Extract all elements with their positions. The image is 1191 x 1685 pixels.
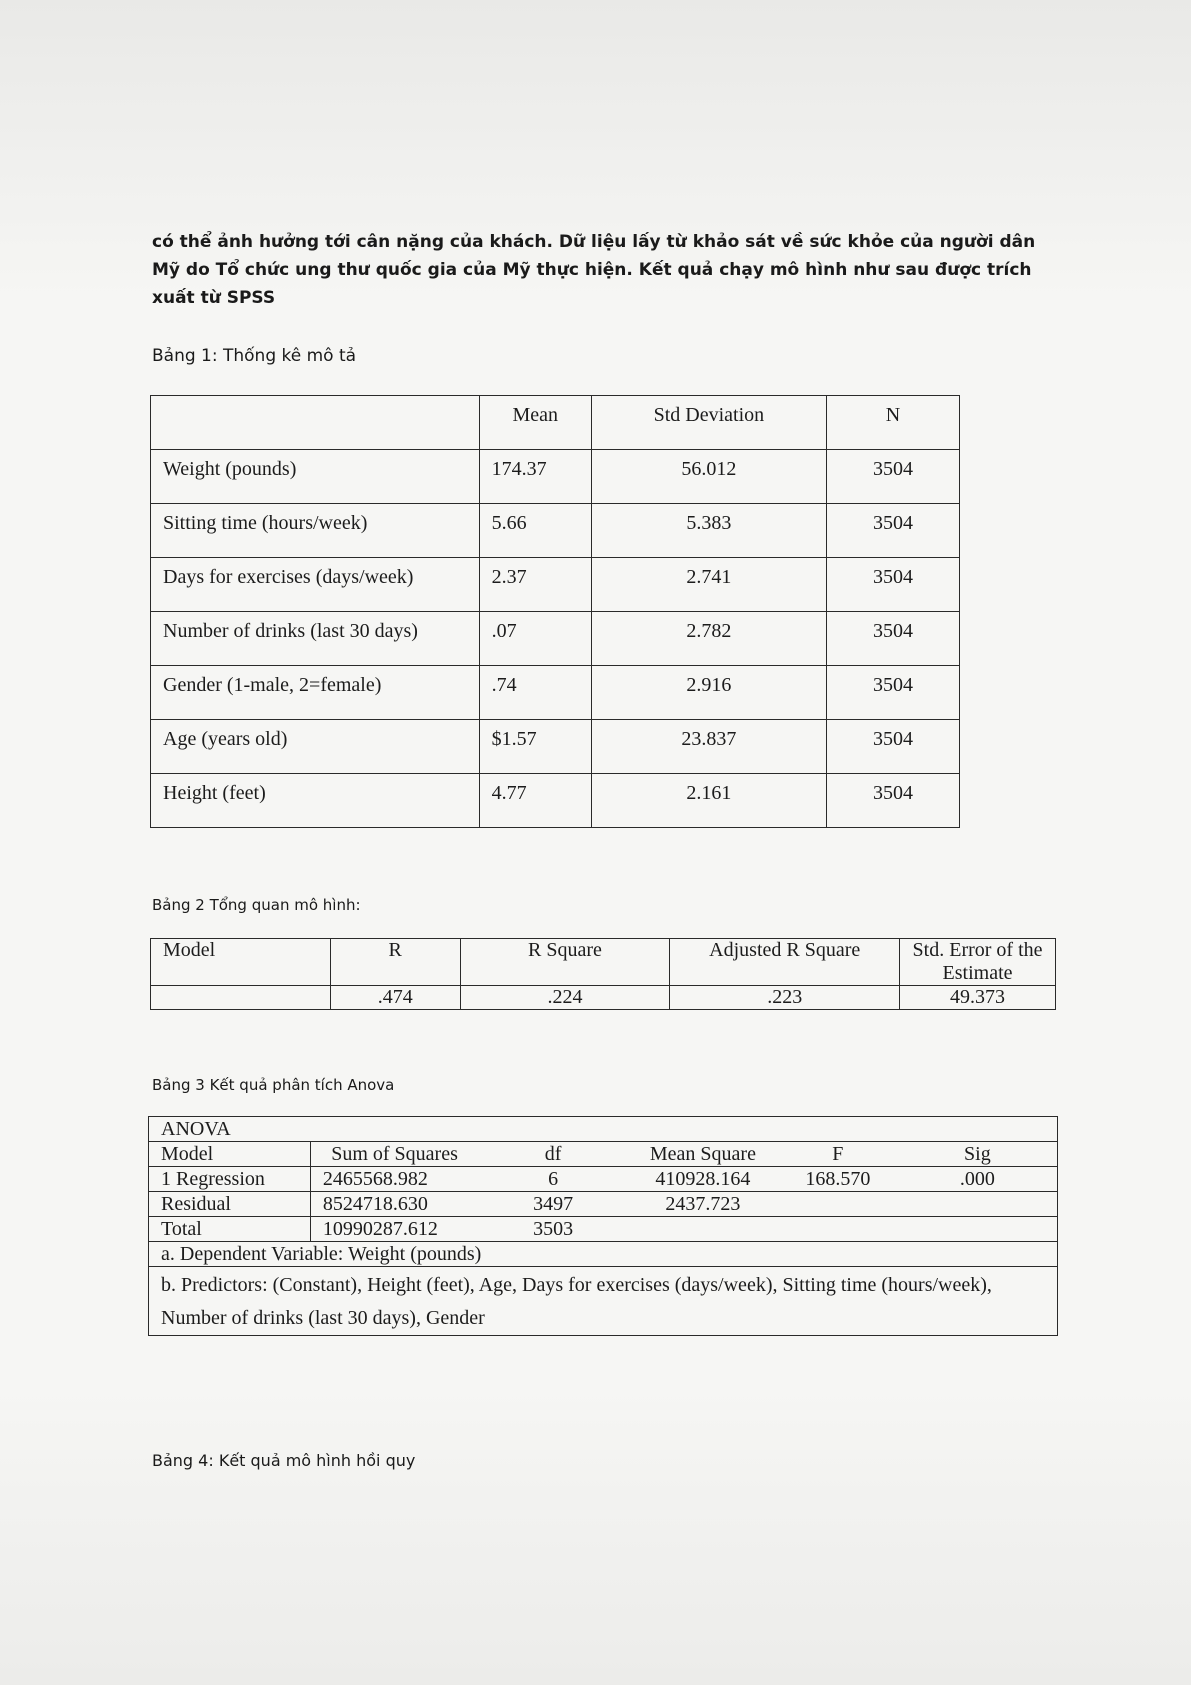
table-footnote-row: [149, 1242, 1058, 1267]
table1-caption: Bảng 1: Thống kê mô tả: [152, 346, 357, 366]
std-cell: 2.741: [591, 558, 826, 612]
std-cell: 2.782: [591, 612, 826, 666]
n-cell: 3504: [826, 612, 959, 666]
cell: [778, 1192, 898, 1217]
table-footnote-row: [149, 1267, 1058, 1336]
r-cell: .474: [330, 986, 460, 1010]
header-cell: Model: [149, 1142, 311, 1167]
std-cell: 5.383: [591, 504, 826, 558]
std-cell: 2.916: [591, 666, 826, 720]
model-summary-table: [150, 938, 1056, 1010]
header-cell: Sig: [898, 1142, 1058, 1167]
table-row: [151, 612, 960, 666]
table-row: [151, 558, 960, 612]
cell: 10990287.612: [310, 1217, 478, 1242]
table-row: [149, 1167, 1058, 1192]
cell: 2465568.982: [310, 1167, 478, 1192]
cell: 8524718.630: [310, 1192, 478, 1217]
table-row: [151, 450, 960, 504]
std-cell: 56.012: [591, 450, 826, 504]
row-label: Height (feet): [151, 774, 480, 828]
footnote-dependent: a. Dependent Variable: Weight (pounds): [149, 1242, 1058, 1267]
table-row: [151, 774, 960, 828]
adj-r-square-cell: .223: [670, 986, 900, 1010]
header-cell: Sum of Squares: [310, 1142, 478, 1167]
anova-title: ANOVA: [149, 1117, 1058, 1142]
cell: 6: [478, 1167, 628, 1192]
n-cell: 3504: [826, 558, 959, 612]
mean-cell: $1.57: [479, 720, 591, 774]
row-label: Number of drinks (last 30 days): [151, 612, 480, 666]
footnote-predictors: b. Predictors: (Constant), Height (feet), Age, Days for exercises (days/week), Sitting time (hours/wеek), Number of drinks (last 30 days), Gender: [149, 1267, 1058, 1336]
row-label: Age (years old): [151, 720, 480, 774]
header-cell: Adjusted R Square: [670, 939, 900, 986]
mean-cell: 5.66: [479, 504, 591, 558]
table3-caption: Bảng 3 Kết quả phân tích Anova: [152, 1076, 395, 1094]
table-header-row: [149, 1142, 1058, 1167]
header-cell: Model: [151, 939, 331, 986]
row-label: Sitting time (hours/week): [151, 504, 480, 558]
mean-cell: .07: [479, 612, 591, 666]
row-label: 1 Regression: [149, 1167, 311, 1192]
cell: [898, 1192, 1058, 1217]
anova-table: [148, 1116, 1058, 1336]
row-label: Gender (1-male, 2=female): [151, 666, 480, 720]
std-cell: 23.837: [591, 720, 826, 774]
table4-caption: Bảng 4: Kết quả mô hình hồi quy: [152, 1451, 416, 1470]
n-cell: 3504: [826, 666, 959, 720]
row-label: Weight (pounds): [151, 450, 480, 504]
header-cell: Std Deviation: [591, 396, 826, 450]
header-cell: Mean Square: [628, 1142, 778, 1167]
header-cell: [151, 396, 480, 450]
row-label: Residual: [149, 1192, 311, 1217]
header-cell: F: [778, 1142, 898, 1167]
header-cell: Std. Error of the Estimate: [900, 939, 1056, 986]
cell: 410928.164: [628, 1167, 778, 1192]
cell: .000: [898, 1167, 1058, 1192]
table-title-row: [149, 1117, 1058, 1142]
cell: [898, 1217, 1058, 1242]
mean-cell: 174.37: [479, 450, 591, 504]
table-row: [151, 504, 960, 558]
n-cell: 3504: [826, 720, 959, 774]
cell: 168.570: [778, 1167, 898, 1192]
n-cell: 3504: [826, 774, 959, 828]
cell: 2437.723: [628, 1192, 778, 1217]
table-header-row: [151, 396, 960, 450]
table-row: [151, 666, 960, 720]
cell: 3497: [478, 1192, 628, 1217]
header-cell: N: [826, 396, 959, 450]
mean-cell: .74: [479, 666, 591, 720]
r-square-cell: .224: [460, 986, 670, 1010]
mean-cell: 2.37: [479, 558, 591, 612]
header-cell: R: [330, 939, 460, 986]
table-header-row: [151, 939, 1056, 986]
cell: 3503: [478, 1217, 628, 1242]
n-cell: 3504: [826, 450, 959, 504]
header-cell: df: [478, 1142, 628, 1167]
cell: [151, 986, 331, 1010]
cell: [778, 1217, 898, 1242]
table-row: [149, 1217, 1058, 1242]
header-cell: Mean: [479, 396, 591, 450]
mean-cell: 4.77: [479, 774, 591, 828]
row-label: Days for exercises (days/week): [151, 558, 480, 612]
table-row: [151, 986, 1056, 1010]
table-row: [149, 1192, 1058, 1217]
table2-caption: Bảng 2 Tổng quan mô hình:: [152, 896, 361, 914]
std-error-cell: 49.373: [900, 986, 1056, 1010]
descriptive-stats-table: [150, 395, 960, 828]
n-cell: 3504: [826, 504, 959, 558]
table-row: [151, 720, 960, 774]
header-cell: R Square: [460, 939, 670, 986]
cell: [628, 1217, 778, 1242]
std-cell: 2.161: [591, 774, 826, 828]
row-label: Total: [149, 1217, 311, 1242]
intro-paragraph: có thể ảnh hưởng tới cân nặng của khách. Dữ liệu lấy từ khảo sát về sức khỏe của người dân Mỹ do Tổ chức ung thư quốc gia của Mỹ thực hiện. Kết quả chạy mô hình như sau được trích xuất từ SPSS: [152, 232, 1036, 308]
